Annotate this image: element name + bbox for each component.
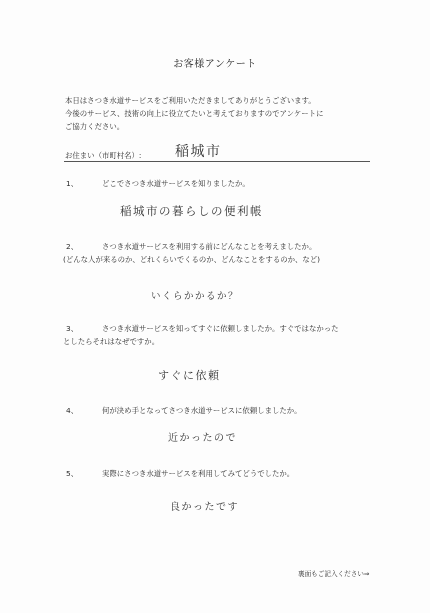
- question-3-text: さつき水道サービスを知ってすぐに依頼しましたか。すぐではなかった: [102, 324, 339, 333]
- intro-line-3: ご協力ください。: [65, 122, 125, 131]
- question-3-answer: すぐに依頼: [158, 369, 221, 382]
- question-1-answer: 稲城市の暮らしの便利帳: [120, 204, 263, 218]
- footer-note: 裏面もご記入ください⇒: [298, 570, 370, 578]
- question-4-text: 何が決め手となってさつき水道サービスに依頼しましたか。: [102, 406, 302, 415]
- question-3-number: 3、: [66, 324, 79, 333]
- question-2-number: 2、: [66, 242, 79, 251]
- intro-line-2: 今後のサービス、技術の向上に役立てたいと考えておりますのでアンケートに: [65, 109, 324, 118]
- address-underline: [64, 161, 370, 162]
- question-2-answer: いくらかかるか？: [151, 291, 240, 302]
- page-title: お客様アンケート: [173, 59, 257, 70]
- question-5-number: 5、: [66, 469, 79, 478]
- question-1-text: どこでさつき水道サービスを知りましたか。: [102, 179, 250, 188]
- address-answer: 稲城市: [175, 144, 222, 160]
- question-1-number: 1、: [66, 179, 79, 188]
- question-4-answer: 近かったので: [168, 433, 237, 444]
- question-4-number: 4、: [66, 406, 79, 415]
- intro-line-1: 本日はさつき水道サービスをご利用いただきましてありがとうございます。: [65, 96, 316, 105]
- question-2-text: さつき水道サービスを利用する前にどんなことを考えましたか。: [102, 242, 317, 251]
- question-3-text-sub: としたらそれはなぜですか。: [63, 337, 160, 346]
- question-2-text-sub: (どんな人が来るのか、どれくらいでくるのか、どんなことをするのか、など): [63, 255, 321, 264]
- address-label: お住まい（市町村名）:: [65, 151, 142, 160]
- question-5-text: 実際にさつき水道サービスを利用してみてどうでしたか。: [102, 469, 295, 478]
- question-5-answer: 良かったです: [170, 502, 239, 513]
